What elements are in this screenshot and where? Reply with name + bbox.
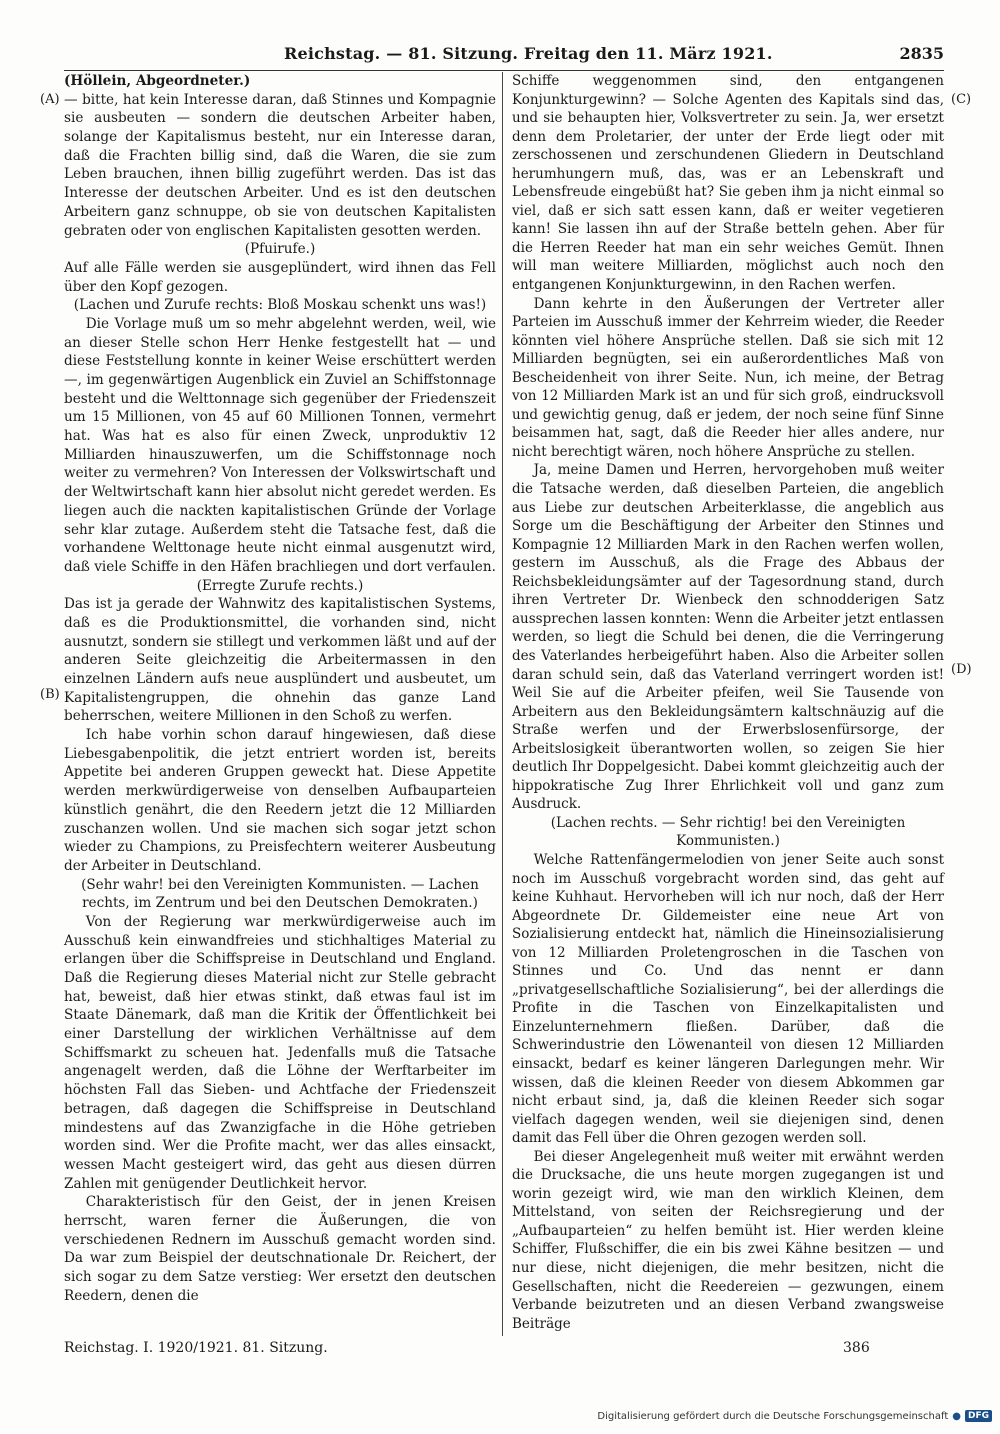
paragraph: Dann kehrte in den Äußerungen der Vertreter aller Parteien im Ausschuß immer der Kehrreim wieder, die Reeder könnten viel höhere Ansprüche stellen. Daß sie sich mit 12 Milliarden begnügten, sei ein außerordentliches Maß von Bescheidenheit von ihrer Seite. Nun, ich meine, der Betrag von 12 Milliarden Mark ist an und für sich groß, eindrucksvoll und gewichtig genug, daß er jedem, der noch seine fünf Sinne beisammen hat, sagt, daß die Reeder hier alles andere, nur nicht berechtigt wären, noch höhere Ansprüche zu stellen. bbox=[512, 295, 944, 460]
bullet-icon: ● bbox=[952, 1410, 961, 1422]
interjection: (Erregte Zurufe rechts.) bbox=[196, 577, 364, 594]
digitization-credit bbox=[597, 1410, 992, 1422]
margin-marker-d: (D) bbox=[951, 662, 972, 677]
header-title: Reichstag. — 81. Sitzung. Freitag den 11. März 1921. bbox=[284, 44, 773, 63]
paragraph: Die Vorlage muß um so mehr abgelehnt werden, weil, wie an dieser Stelle schon Herr Henke festgestellt hat — und diese Feststellung konnte in keiner Weise erschüttert werden —, im gegenwärtigen Augenblick ein Zuviel an Schiffstonnage besteht und die Welttonnage sich gegenüber der Friedenszeit um 15 Millionen, von 45 auf 60 Millionen Tonnen, vermehrt hat. Was hat es also für einen Zweck, unproduktiv 12 Milliarden hinauszuwerfen, um die Schiffstonnage noch weiter zu vermehren? Von Interessen der Volkswirtschaft und der Weltwirtschaft kann hier absolut nicht geredet werden. Es liegen auch die nackten kapitalistischen Gründe der Vorlage sehr klar zutage. Außerdem steht die Tatsache fest, daß die vorhandene Welttonage heute nicht einmal ausgenutzt wird, daß viele Schiffe in den Häfen brachliegen und dort verfaulen. bbox=[64, 315, 496, 575]
margin-marker-c: (C) bbox=[951, 92, 972, 107]
footer-sheet-number: 386 bbox=[843, 1340, 870, 1356]
interjection: (Sehr wahr! bei den Vereinigten Kommunisten. — Lachen rechts, im Zentrum und bei den Deutschen Demokraten.) bbox=[81, 876, 479, 912]
paragraph: Von der Regierung war merkwürdigerweise auch im Ausschuß kein einwandfreies und stichhaltiges Material zu erlangen über die Schiffspreise in Deutschland und England. Daß die Regierung dieses Material nicht zur Stelle gebracht hat, beweist, daß hier etwas stinkt, daß etwas faul ist im Staate Dänemark, daß man die Kritik der Öffentlichkeit bei einer Darstellung der wirklichen Verhältnisse auf dem Schiffsmarkt zu scheuen hat. Jedenfalls muß die Tatsache angenagelt werden, daß die Löhne der Werftarbeiter im höchsten Fall das Sieben- und Achtfache der Friedenszeit betragen, daß dagegen die Schiffspreise in Deutschland mindestens auf das Zwanzigfache in die Höhe getrieben worden sind. Wer die Profite macht, wer das alles einsackt, wessen Macht gesteigert wird, das geht aus diesen dürren Zahlen mit genügender Deutlichkeit hervor. bbox=[64, 913, 496, 1192]
speaker-line: (Höllein, Abgeordneter.) bbox=[64, 73, 251, 89]
paragraph: Ich habe vorhin schon darauf hingewiesen, daß diese Liebesgabenpolitik, die jetzt entriert worden ist, bereits Appetite bei anderen Gruppen geweckt hat. Diese Appetite werden merkwürdigerweise von denselben Aufbauparteien künstlich genährt, die den Reedern jetzt die 12 Milliarden zuschanzen wollen. Und sie machen sich sogar jetzt schon wieder zu Champions, zu Preisfechtern weiterer Ausbeutung der Arbeiter in Deutschland. bbox=[64, 727, 496, 874]
interjection: (Lachen und Zurufe rechts: Bloß Moskau schenkt uns was!) bbox=[73, 297, 487, 314]
interjection: (Pfuirufe.) bbox=[244, 241, 316, 258]
page-header bbox=[64, 44, 944, 68]
margin-marker-b: (B) bbox=[40, 687, 60, 702]
paragraph: Schiffe weggenommen sind, den entgangenen Konjunkturgewinn? — Solche Agenten des Kapitals sind das, und sie behaupten hier, Volksvertreter zu sein. Ja, wer ersetzt denn dem Proletarier, der unter der Erde liegt oder mit zerschossenen und zerschundenen Gliedern in Deutschland herumhungern muß, das, was er an Lebenskraft und Lebensfreude eingebüßt hat? Sie geben ihm ja nicht einmal so viel, daß er sich satt essen kann, daß er weiter vegetieren kann! Sie lassen ihn auf der Straße betteln gehen. Aber für die Herren Reeder hat man ein sehr weiches Gemüt. Ihnen will man weitere Milliarden, möglichst auch noch den entgangenen Konjunkturgewinn, in den Rachen werfen. bbox=[512, 73, 944, 294]
dfg-logo-icon: DFG bbox=[965, 1410, 992, 1422]
paragraph: Das ist ja gerade der Wahnwitz des kapitalistischen Systems, daß es die Produktionsmittel, die vorhanden sind, nicht ausnutzt, sondern sie stillegt und verkommen läßt und auf der anderen Seite gleichzeitig die Arbeitermassen in den einzelnen Ländern aufs neue ausplündert und ausbeutet, um Kapitalistengruppen, die ohnehin das ganze Land beherrschen, weitere Millionen in den Schoß zu werfen. bbox=[64, 596, 496, 725]
column-divider bbox=[502, 72, 503, 1336]
margin-marker-a: (A) bbox=[40, 92, 60, 107]
paragraph: Auf alle Fälle werden sie ausgeplündert, wird ihnen das Fell über den Kopf gezogen. bbox=[64, 259, 496, 295]
header-rule bbox=[64, 70, 944, 71]
paragraph: Charakteristisch für den Geist, der in jenen Kreisen herrscht, waren ferner die Äußerungen, die von verschiedenen Rednern im Ausschuß gemacht worden sind. Da war zum Beispiel der deutschnationale Dr. Reichert, der sich sogar zu dem Satze verstieg: Wer ersetzt den deutschen Reedern, denen die bbox=[64, 1194, 496, 1304]
paragraph: Ja, meine Damen und Herren, hervorgehoben muß weiter die Tatsache werden, daß dieselben Parteien, die angeblich aus Liebe zur deutschen Arbeiterklasse, die angeblich aus Sorge um die Beschäftigung der Arbeiter den Stinnes und Kompagnie 12 Milliarden Mark in den Rachen werfen wollen, gestern im Ausschuß, als die Frage des Abbaus der Reichsbekleidungsämter auf der Tagesordnung stand, durch ihren Vertreter Dr. Wienbeck den schnodderigen Satz aussprechen lassen konnten: Wenn die Arbeiter jetzt entlassen werden, so liegt die Schuld bei denen, die die Verringerung des Vaterlandes herbeigeführt haben. Also die Arbeiter sollen daran schuld sein, daß das Vaterland verringert worden ist! Weil Sie auf die Arbeiter pfeifen, weil Sie Tausende von Arbeitern aus den Bekleidungsämtern kaltschnäuzig auf die Straße werfen und der Erwerbslosenfürsorge, der Arbeitslosigkeit überantworten wollen, so zeigen Sie hier deutlich Ihr Doppelgesicht. Dabei kommt gleichzeitig auch der hippokratische Zug Ihrer Ehrlichkeit voll und ganz zum Ausdruck. bbox=[512, 462, 944, 813]
page-number: 2835 bbox=[899, 44, 944, 63]
right-column bbox=[512, 72, 944, 1333]
interjection: (Lachen rechts. — Sehr richtig! bei den Vereinigten Kommunisten.) bbox=[550, 814, 906, 850]
left-column bbox=[64, 72, 496, 1305]
footer-session: Reichstag. I. 1920/1921. 81. Sitzung. bbox=[64, 1340, 328, 1356]
paragraph: Welche Rattenfängermelodien von jener Seite auch sonst noch im Ausschuß vorgebracht worden sind, das geht auf keine Kuhhaut. Hervorheben will ich nur noch, daß der Herr Abgeordnete Dr. Gildemeister eine neue Art von Sozialisierung entdeckt hat, nämlich die Hineinsozialisierung von 12 Milliarden Proletengroschen in die Taschen von Stinnes und Co. Und das nennt er dann „privatgesellschaftliche Sozialisierung“, bei der allerdings die Profite in die Taschen von Einzelkapitalisten und Einzelunternehmern fließen. Darüber, daß die Schwerindustrie den Löwenanteil von diesen 12 Milliarden einsackt, bedarf es keiner längeren Darlegungen mehr. Wir wissen, daß die kleinen Reeder von diesem Abkommen gar nicht erbaut sind, ja, daß die kleinen Reeder sich sogar vielfach dagegen wenden, weil sie diejenigen sind, denen damit das Fell über die Ohren gezogen werden soll. bbox=[512, 851, 944, 1147]
paragraph: — bitte, hat kein Interesse daran, daß Stinnes und Kompagnie sie ausbeuten — sondern die deutschen Arbeiter haben, solange der Kapitalismus besteht, nur ein Interesse daran, daß die Frachten billig sind, daß die Waren, die sie zum Leben brauchen, ihnen billig zugeführt werden. Das ist das Interesse der deutschen Arbeiter. Und es ist den deutschen Arbeitern ganz schnuppe, ob sie von deutschen Kapitalisten gebraten oder von englischen Kapitalisten gesotten werden. bbox=[64, 91, 496, 239]
credit-text: Digitalisierung gefördert durch die Deutsche Forschungsgemeinschaft bbox=[597, 1410, 949, 1422]
paragraph: Bei dieser Angelegenheit muß weiter mit erwähnt werden die Drucksache, die uns heute morgen zugegangen ist und worin gezeigt wird, wie man den wirklich Kleinen, dem Mittelstand, von seiten der Reichsregierung und der „Aufbauparteien“ zu helfen bemüht ist. Hier werden kleine Schiffer, Flußschiffer, die ein bis zwei Kähne besitzen — und nur diese, nicht diejenigen, die mehr besitzen, nicht die Gesellschaften, nicht die Reedereien — gezwungen, einem Verbande beizutreten und an diesen Verband zwangsweise Beiträge bbox=[512, 1148, 944, 1332]
